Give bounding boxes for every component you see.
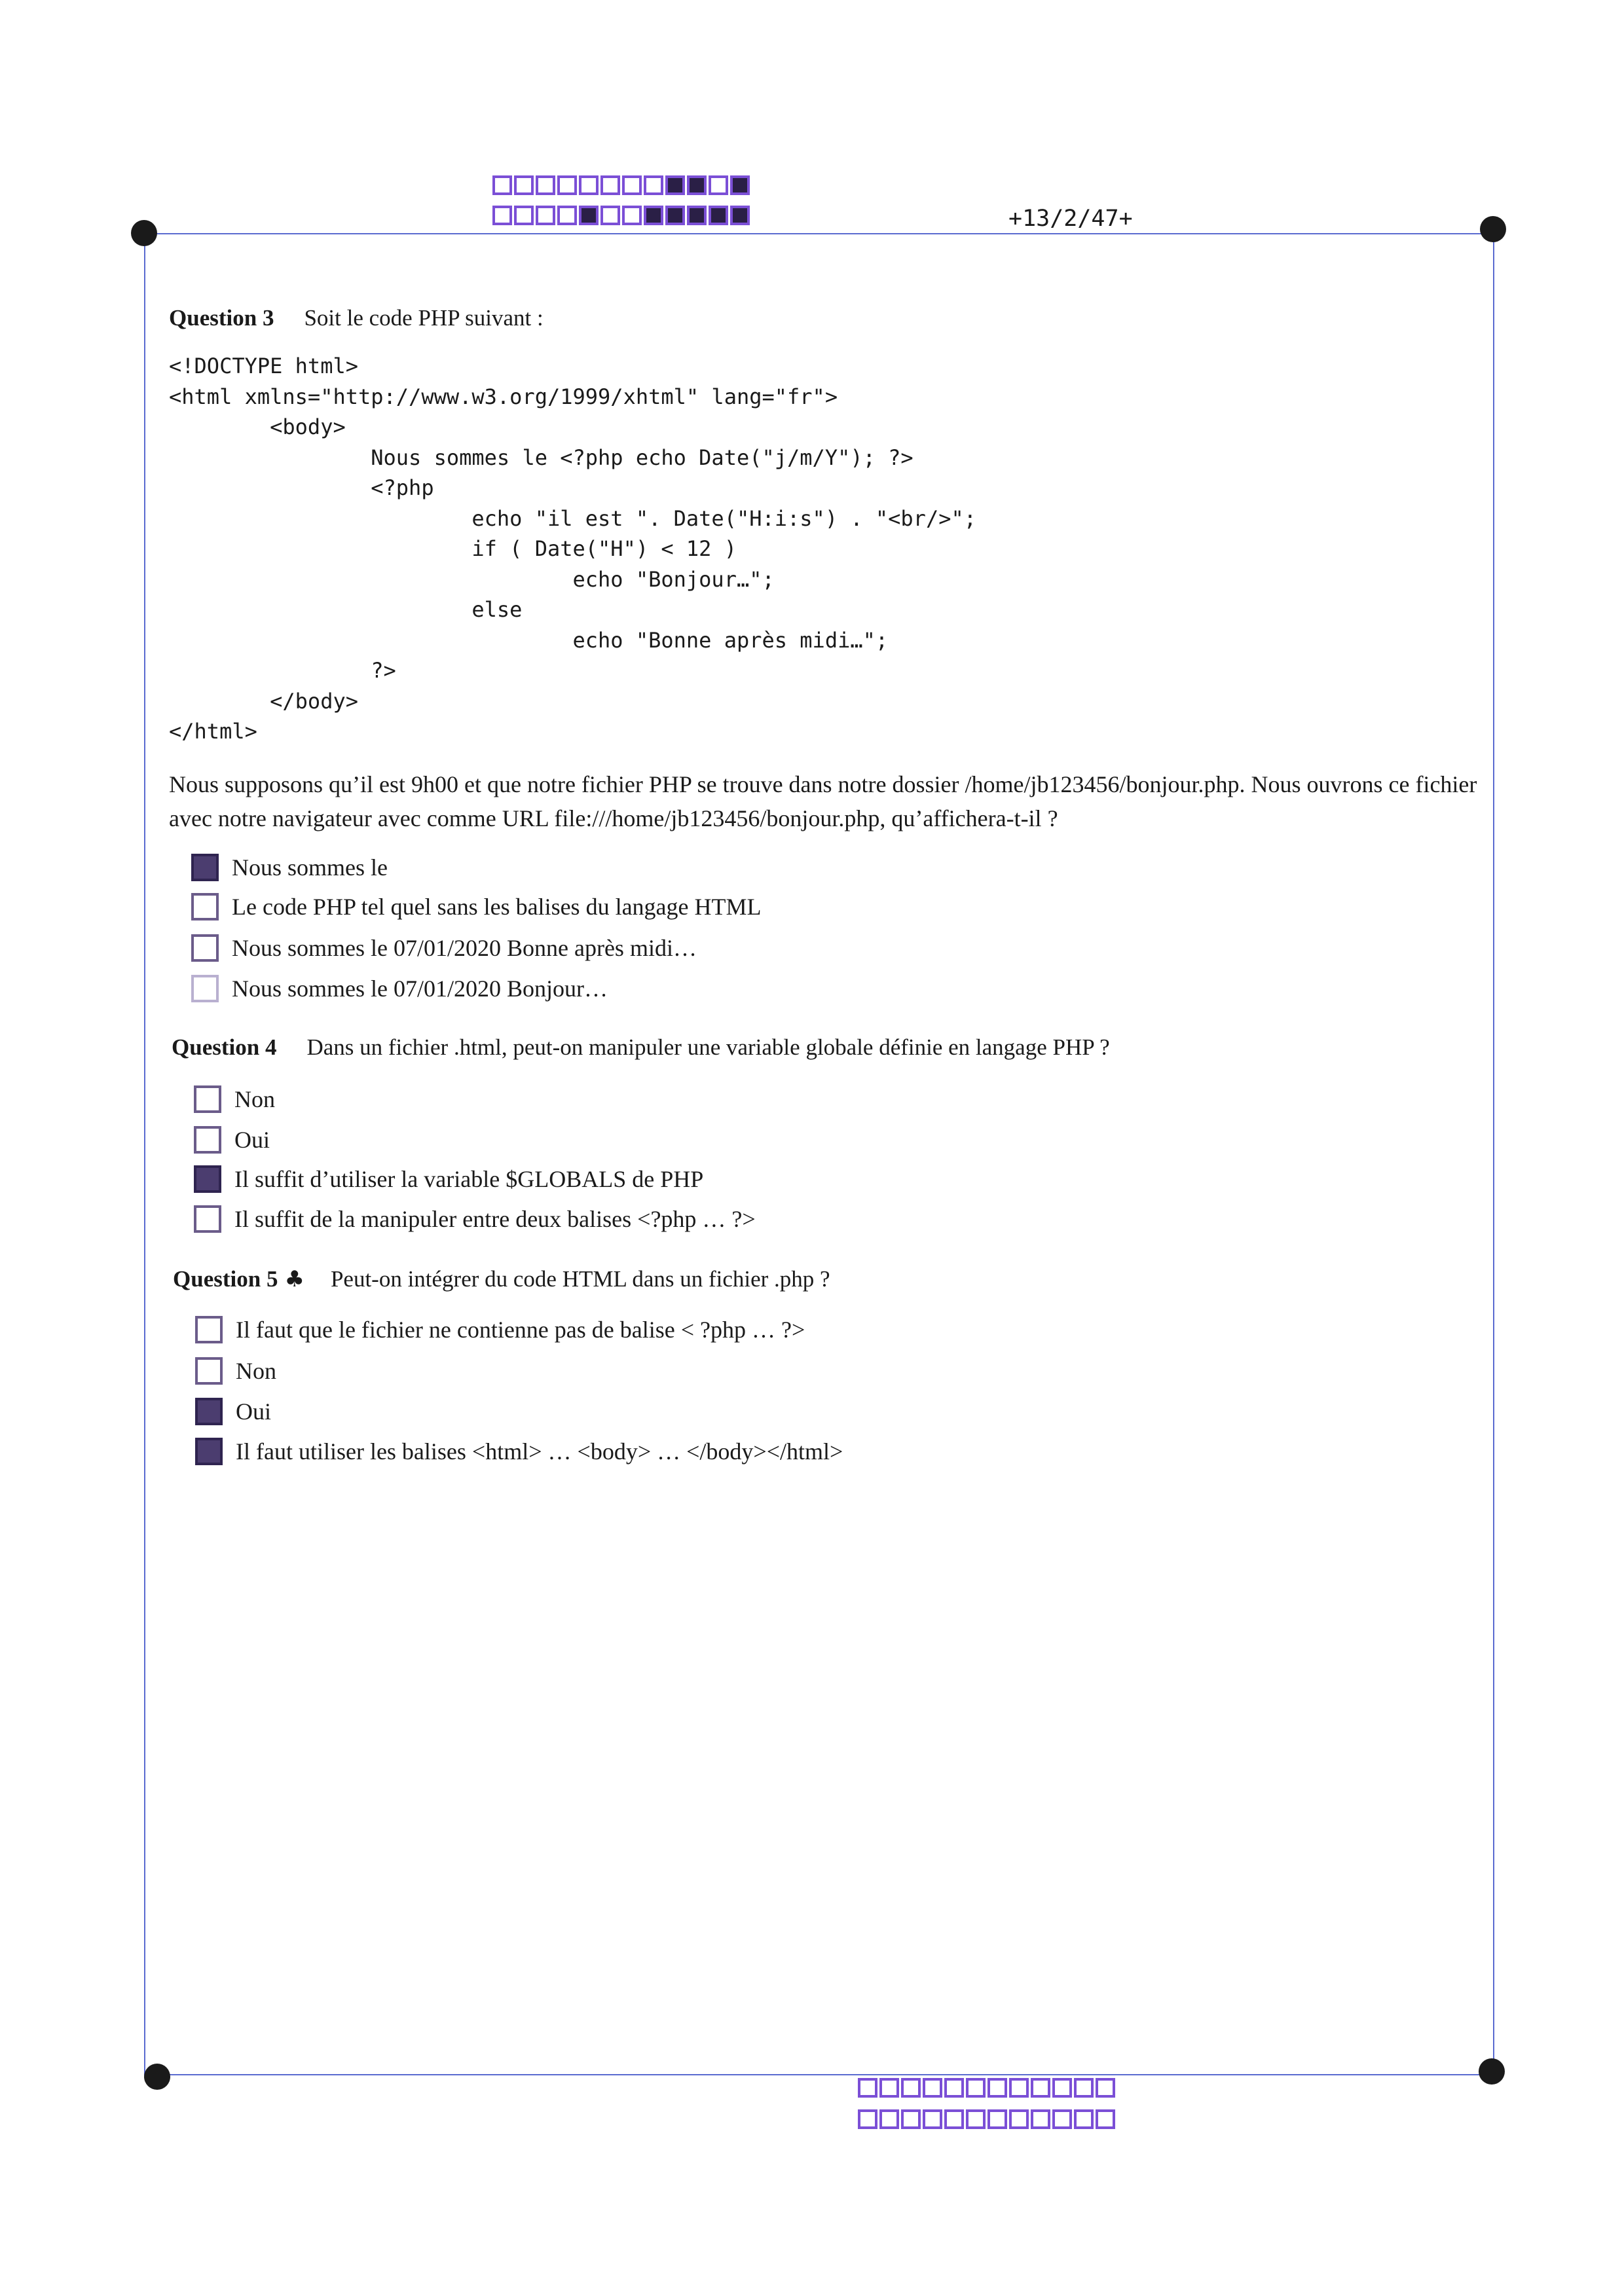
checkbox[interactable]: [195, 1316, 223, 1343]
q4-option-3[interactable]: [194, 1165, 703, 1193]
code-box: [1009, 2078, 1029, 2098]
code-line: <html xmlns="http://www.w3.org/1999/xhtml" lang="fr">: [169, 384, 838, 409]
corner-dot-top-left: [131, 220, 157, 246]
top-code-strip-row-1: [492, 175, 750, 195]
code-line: echo "Bonne après midi…";: [169, 627, 889, 653]
bottom-code-strip-row-1: [858, 2078, 1115, 2098]
q4-option-4[interactable]: [194, 1205, 756, 1233]
code-box: [600, 175, 620, 195]
checkbox[interactable]: [195, 1438, 223, 1465]
code-line: else: [169, 597, 523, 622]
code-box: [1074, 2109, 1094, 2129]
code-box: [923, 2109, 942, 2129]
code-box: [536, 175, 555, 195]
code-box: [687, 175, 707, 195]
q3-option-2[interactable]: [191, 893, 762, 920]
checkbox[interactable]: [191, 854, 219, 881]
checkbox[interactable]: [195, 1357, 223, 1385]
code-line: </html>: [169, 719, 257, 744]
option-label: Il faut que le fichier ne contienne pas de balise < ?php … ?>: [236, 1317, 805, 1343]
code-box: [1052, 2109, 1072, 2129]
page-code: +13/2/47+: [1008, 206, 1133, 232]
code-box: [1031, 2078, 1050, 2098]
option-label: Non: [236, 1358, 276, 1384]
question-4-label: Question 4: [172, 1034, 277, 1060]
corner-dot-bottom-right: [1479, 2058, 1505, 2085]
corner-dot-top-right: [1480, 216, 1506, 242]
code-box: [944, 2109, 964, 2129]
code-line: Nous sommes le <?php echo Date("j/m/Y"); ?>: [169, 445, 913, 470]
code-box: [579, 175, 599, 195]
code-box: [858, 2078, 877, 2098]
code-box: [600, 206, 620, 225]
checkbox[interactable]: [195, 1398, 223, 1425]
frame-bottom-line: [157, 2074, 1493, 2075]
code-box: [492, 206, 512, 225]
code-box: [901, 2109, 921, 2129]
question-3-text: Soit le code PHP suivant :: [304, 305, 544, 331]
q4-option-2[interactable]: [194, 1126, 270, 1154]
code-box: [987, 2078, 1007, 2098]
frame-left-line: [144, 233, 145, 2076]
code-box: [579, 206, 599, 225]
club-icon: ♣: [284, 1266, 304, 1292]
code-line: <body>: [169, 414, 346, 439]
q3-option-4[interactable]: [191, 975, 608, 1002]
q3-option-3[interactable]: [191, 934, 697, 962]
checkbox[interactable]: [191, 975, 219, 1002]
code-box: [557, 206, 577, 225]
q3-option-1[interactable]: [191, 854, 388, 881]
code-box: [901, 2078, 921, 2098]
code-box: [879, 2109, 899, 2129]
code-box: [709, 206, 728, 225]
code-box: [1009, 2109, 1029, 2129]
corner-dot-bottom-left: [144, 2064, 170, 2090]
code-box: [622, 206, 642, 225]
code-box: [730, 206, 750, 225]
code-box: [1096, 2109, 1115, 2129]
option-label: Nous sommes le 07/01/2020 Bonne après midi…: [232, 935, 697, 961]
checkbox[interactable]: [194, 1205, 221, 1233]
code-line: ?>: [169, 658, 396, 683]
code-box: [644, 175, 663, 195]
option-label: Oui: [236, 1398, 271, 1425]
option-label: Il faut utiliser les balises <html> … <body> … </body></html>: [236, 1438, 843, 1465]
code-box: [923, 2078, 942, 2098]
code-box: [730, 175, 750, 195]
question-3-title: [169, 305, 544, 331]
question-3-paragraph: Nous supposons qu’il est 9h00 et que notre fichier PHP se trouve dans notre dossier /home/jb123456/bonjour.php. Nous ouvrons ce fichier avec notre navigateur avec comme URL file:///home/jb123456/bonjour.php, qu’affichera-t-il ?: [169, 771, 1477, 831]
code-line: echo "Bonjour…";: [169, 566, 775, 592]
checkbox[interactable]: [191, 893, 219, 920]
code-box: [1096, 2078, 1115, 2098]
bottom-code-strip-row-2: [858, 2109, 1115, 2129]
code-box: [665, 175, 685, 195]
code-line: echo "il est ". Date("H:i:s") . "<br/>";: [169, 505, 976, 531]
question-5-text: Peut-on intégrer du code HTML dans un fichier .php ?: [330, 1266, 830, 1292]
code-box: [1052, 2078, 1072, 2098]
code-box: [944, 2078, 964, 2098]
option-label: Non: [234, 1086, 275, 1112]
code-box: [492, 175, 512, 195]
checkbox[interactable]: [194, 1165, 221, 1193]
option-label: Le code PHP tel quel sans les balises du langage HTML: [232, 894, 762, 920]
code-box: [644, 206, 663, 225]
code-box: [879, 2078, 899, 2098]
code-box: [987, 2109, 1007, 2129]
code-box: [966, 2078, 986, 2098]
code-box: [687, 206, 707, 225]
question-5-title: [173, 1266, 830, 1292]
q5-option-1[interactable]: [195, 1316, 805, 1343]
q5-option-2[interactable]: [195, 1357, 276, 1385]
code-line: <!DOCTYPE html>: [169, 354, 358, 378]
q5-option-3[interactable]: [195, 1398, 271, 1425]
frame-right-line: [1493, 233, 1494, 2074]
question-3-label: Question 3: [169, 305, 274, 331]
code-box: [514, 206, 534, 225]
code-line: </body>: [169, 688, 358, 714]
option-label: Oui: [234, 1127, 270, 1153]
question-4-text: Dans un fichier .html, peut-on manipuler une variable globale définie en langage PHP ?: [306, 1034, 1110, 1060]
question-4-title: [172, 1034, 1110, 1061]
code-box: [1074, 2078, 1094, 2098]
code-box: [665, 206, 685, 225]
q5-option-4[interactable]: [195, 1438, 843, 1465]
checkbox[interactable]: [194, 1126, 221, 1154]
top-code-strip-row-2: [492, 206, 750, 225]
code-box: [1031, 2109, 1050, 2129]
php-code-block: [169, 351, 976, 747]
code-line: if ( Date("H") < 12 ): [169, 536, 737, 561]
option-label: Nous sommes le 07/01/2020 Bonjour…: [232, 975, 608, 1002]
code-box: [622, 175, 642, 195]
frame-top-line: [144, 233, 1500, 234]
code-box: [858, 2109, 877, 2129]
option-label: Il suffit d’utiliser la variable $GLOBALS de PHP: [234, 1166, 704, 1192]
code-box: [536, 206, 555, 225]
code-line: <?php: [169, 475, 434, 500]
q4-option-1[interactable]: [194, 1085, 275, 1113]
question-5-label: Question 5: [173, 1266, 278, 1292]
checkbox[interactable]: [191, 934, 219, 962]
code-box: [557, 175, 577, 195]
code-box: [514, 175, 534, 195]
option-label: Il suffit de la manipuler entre deux balises <?php … ?>: [234, 1206, 756, 1232]
code-box: [709, 175, 728, 195]
option-label: Nous sommes le: [232, 854, 388, 881]
checkbox[interactable]: [194, 1085, 221, 1113]
code-box: [966, 2109, 986, 2129]
